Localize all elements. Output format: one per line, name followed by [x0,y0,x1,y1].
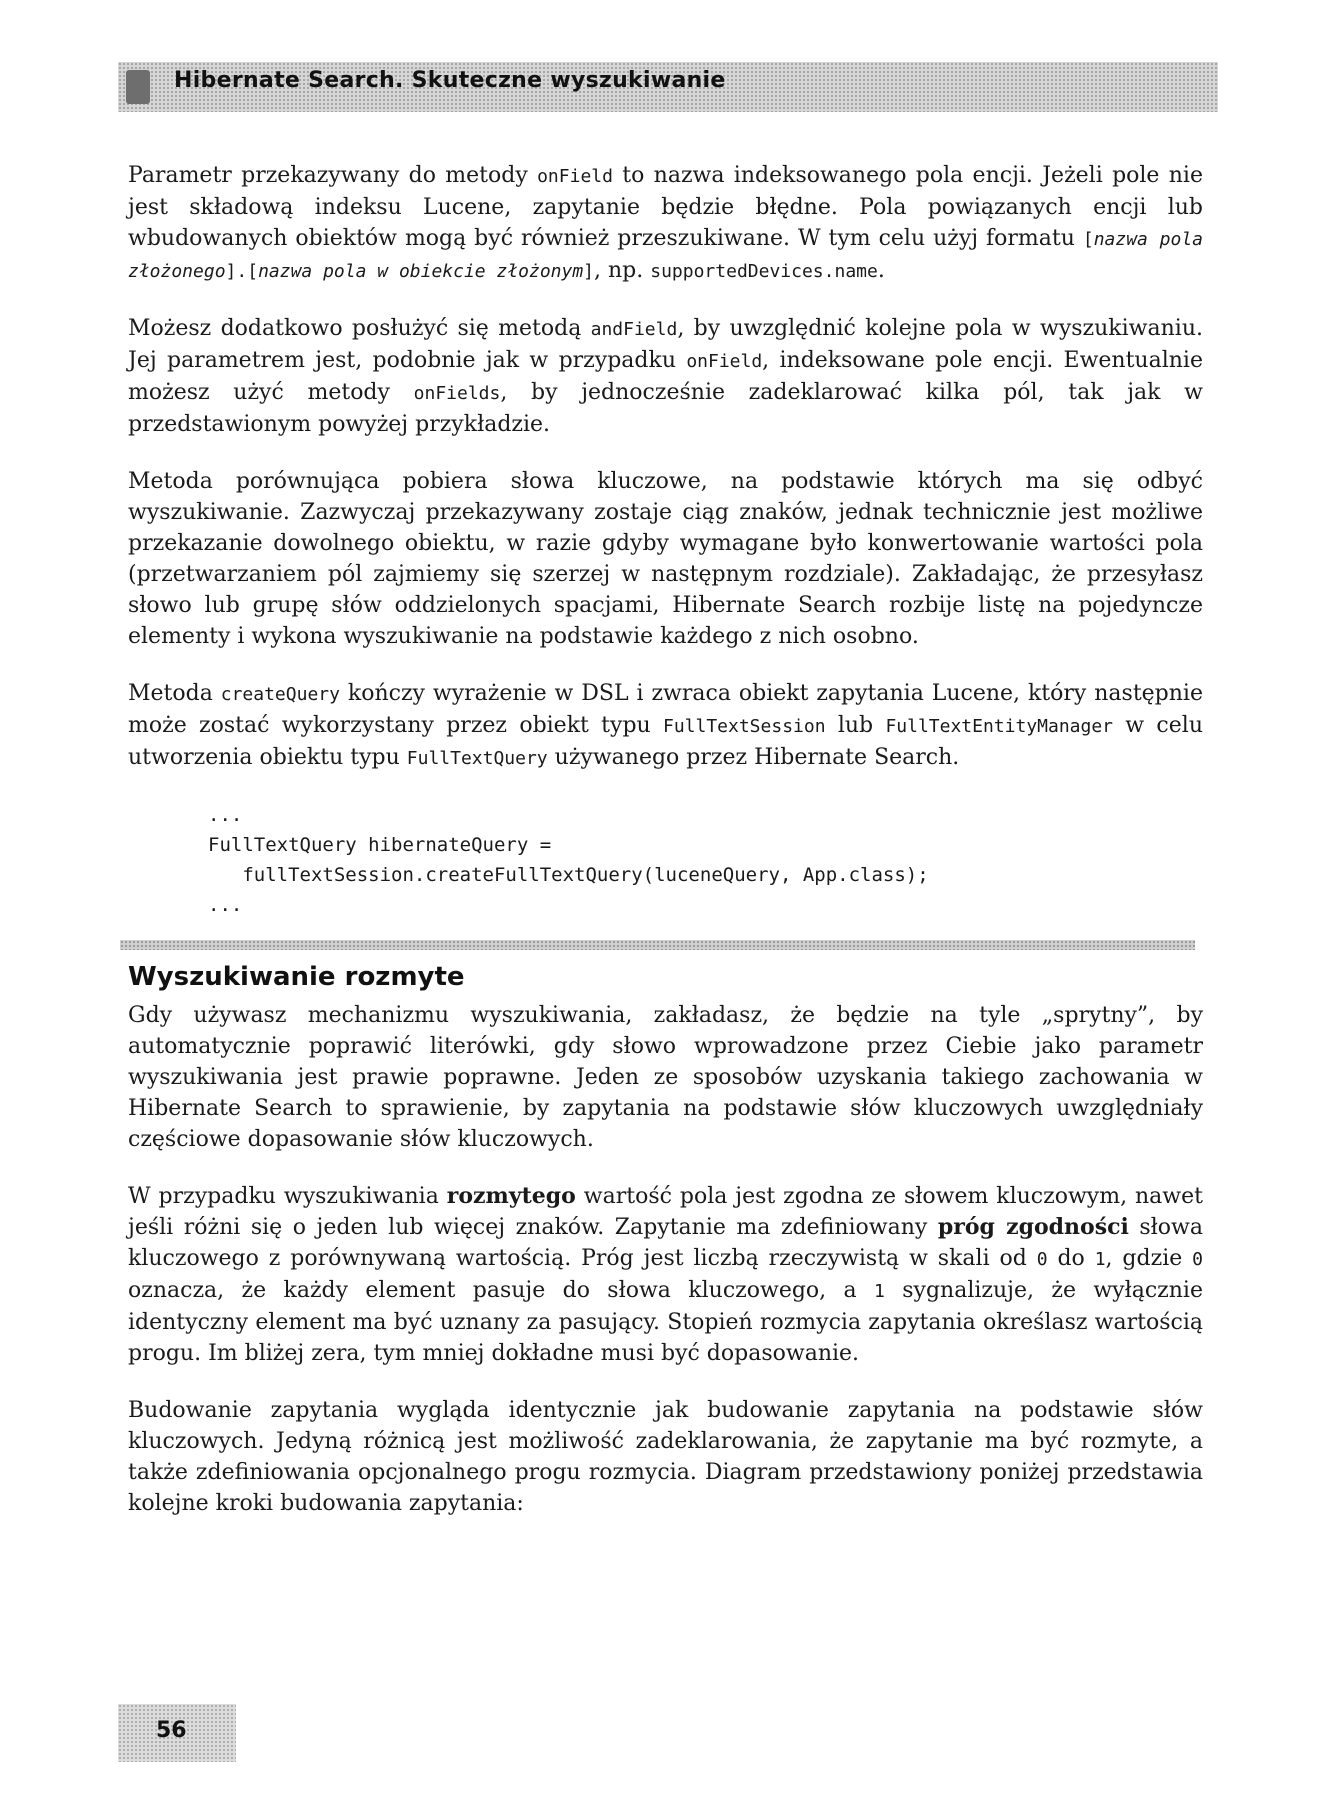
paragraph-onfield: Parametr przekazywany do metody onField to nazwa indeksowanego pola encji. Jeżeli pole nie jest składową indeksu Lucene, zapytanie będzie błędne. Pola powiązanych encji lub wbudowanych obiektów mogą być również przeszukiwane. W tym celu użyj formatu [nazwa pola złożonego].[nazwa pola w obiekcie złożonym], np. supportedDevices.name. [128,163,1203,283]
code-listing: ... FullTextQuery hibernateQuery = fullTextSession.createFullTextQuery(luceneQuery, App.class); ... [208,804,929,916]
page-content [128,160,1203,1545]
paragraph-matching-method: Metoda porównująca pobiera słowa kluczowe, na podstawie których ma się odbyć wyszukiwanie. Zazwyczaj przekazywany zostaje ciąg znaków, jednak technicznie jest możliwe przekazanie dowolnego obiektu, w razie gdyby wymagane było konwertowanie wartości pola (przetwarzaniem pól zajmiemy się szerzej w następnym rozdziale). Zakładając, że przesyłasz słowo lub grupę słów oddzielonych spacjami, Hibernate Search rozbije listę na pojedyncze elementy i wykona wyszukiwanie na podstawie każdego z nich osobno. [128,469,1203,649]
bold-term: próg zgodności [937,1214,1129,1240]
paragraph-fuzzy-intro: Gdy używasz mechanizmu wyszukiwania, zakładasz, że będzie na tyle „sprytny”, by automatycznie poprawić literówki, gdy słowo wprowadzone przez Ciebie jako parametr wyszukiwania jest prawie poprawne. Jeden ze sposobów uzyskania takiego zachowania w Hibernate Search to sprawienie, by zapytania na podstawie słów kluczowych uwzględniały częściowe dopasowanie słów kluczowych. [128,1003,1203,1152]
header-tab-marker [126,70,150,104]
section-divider [120,940,1195,950]
paragraph-fuzzy-threshold: W przypadku wyszukiwania rozmytego wartość pola jest zgodna ze słowem kluczowym, nawet jeśli różni się o jeden lub więcej znaków. Zapytanie ma zdefiniowany próg zgodności słowa kluczowego z porównywaną wartością. Próg jest liczbą rzeczywistą w skali od 0 do 1, gdzie 0 oznacza, że każdy element pasuje do słowa kluczowego, a 1 sygnalizuje, że wyłącznie identyczny element ma być uznany za pasujący. Stopień rozmycia zapytania określasz wartością progu. Im bliżej zera, tym mniej dokładne musi być dopasowanie. [128,1183,1204,1366]
paragraph-createquery: Metoda createQuery kończy wyrażenie w DSL i zwraca obiekt zapytania Lucene, który następnie może zostać wykorzystany przez obiekt typu FullTextSession lub FullTextEntityManager w celu utworzenia obiektu typu FullTextQuery używanego przez Hibernate Search. [128,681,1203,770]
running-header [118,62,1218,112]
page-number-box [118,1704,236,1762]
page-number: 56 [156,1718,187,1743]
paragraph-query-building: Budowanie zapytania wygląda identycznie jak budowanie zapytania na podstawie słów kluczowych. Jedyną różnicą jest możliwość zadeklarowania, że zapytanie ma być rozmyte, a także zdefiniowania opcjonalnego progu rozmycia. Diagram przedstawiony poniżej przedstawia kolejne kroki budowania zapytania: [128,1398,1203,1516]
section-heading: Wyszukiwanie rozmyte [128,962,465,992]
inline-code: onField [537,166,613,187]
bold-term: rozmytego [446,1183,576,1209]
inline-code-italic: nazwa pola złożonego [128,229,1203,282]
paragraph-andfield: Możesz dodatkowo posłużyć się metodą andField, by uwzględnić kolejne pola w wyszukiwaniu. Jej parametrem jest, podobnie jak w przypadku onField, indeksowane pole encji. Ewentualnie możesz użyć metody onFields, by jednocześnie zadeklarować kilka pól, tak jak w przedstawionym powyżej przykładzie. [128,316,1203,437]
running-header-title: Hibernate Search. Skuteczne wyszukiwanie [174,68,726,93]
